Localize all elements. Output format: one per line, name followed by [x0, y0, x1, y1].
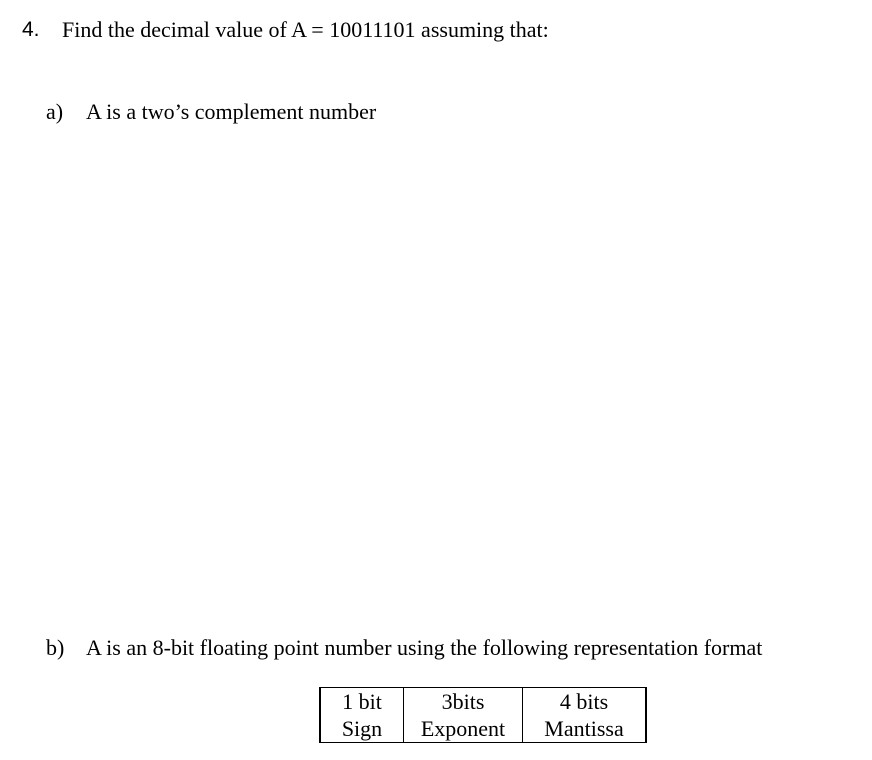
exponent-field-cell: Exponent: [404, 715, 523, 743]
exponent-size-cell: 3bits: [404, 688, 523, 716]
sign-size-cell: 1 bit: [320, 688, 404, 716]
format-size-row: [320, 688, 646, 716]
sign-field-cell: Sign: [320, 715, 404, 743]
format-field-row: [320, 715, 646, 743]
floating-point-format-table: [319, 687, 647, 743]
part-a-text: A is a two’s complement number: [86, 99, 377, 124]
question-number: 4.: [22, 18, 40, 41]
question-text: Find the decimal value of A = 10011101 assuming that:: [62, 17, 549, 42]
mantissa-size-cell: 4 bits: [523, 688, 647, 716]
part-b-text: A is an 8-bit floating point number using the following representation format: [86, 635, 763, 660]
part-a-marker: a): [46, 99, 64, 124]
part-b-marker: b): [46, 635, 65, 660]
mantissa-field-cell: Mantissa: [523, 715, 647, 743]
